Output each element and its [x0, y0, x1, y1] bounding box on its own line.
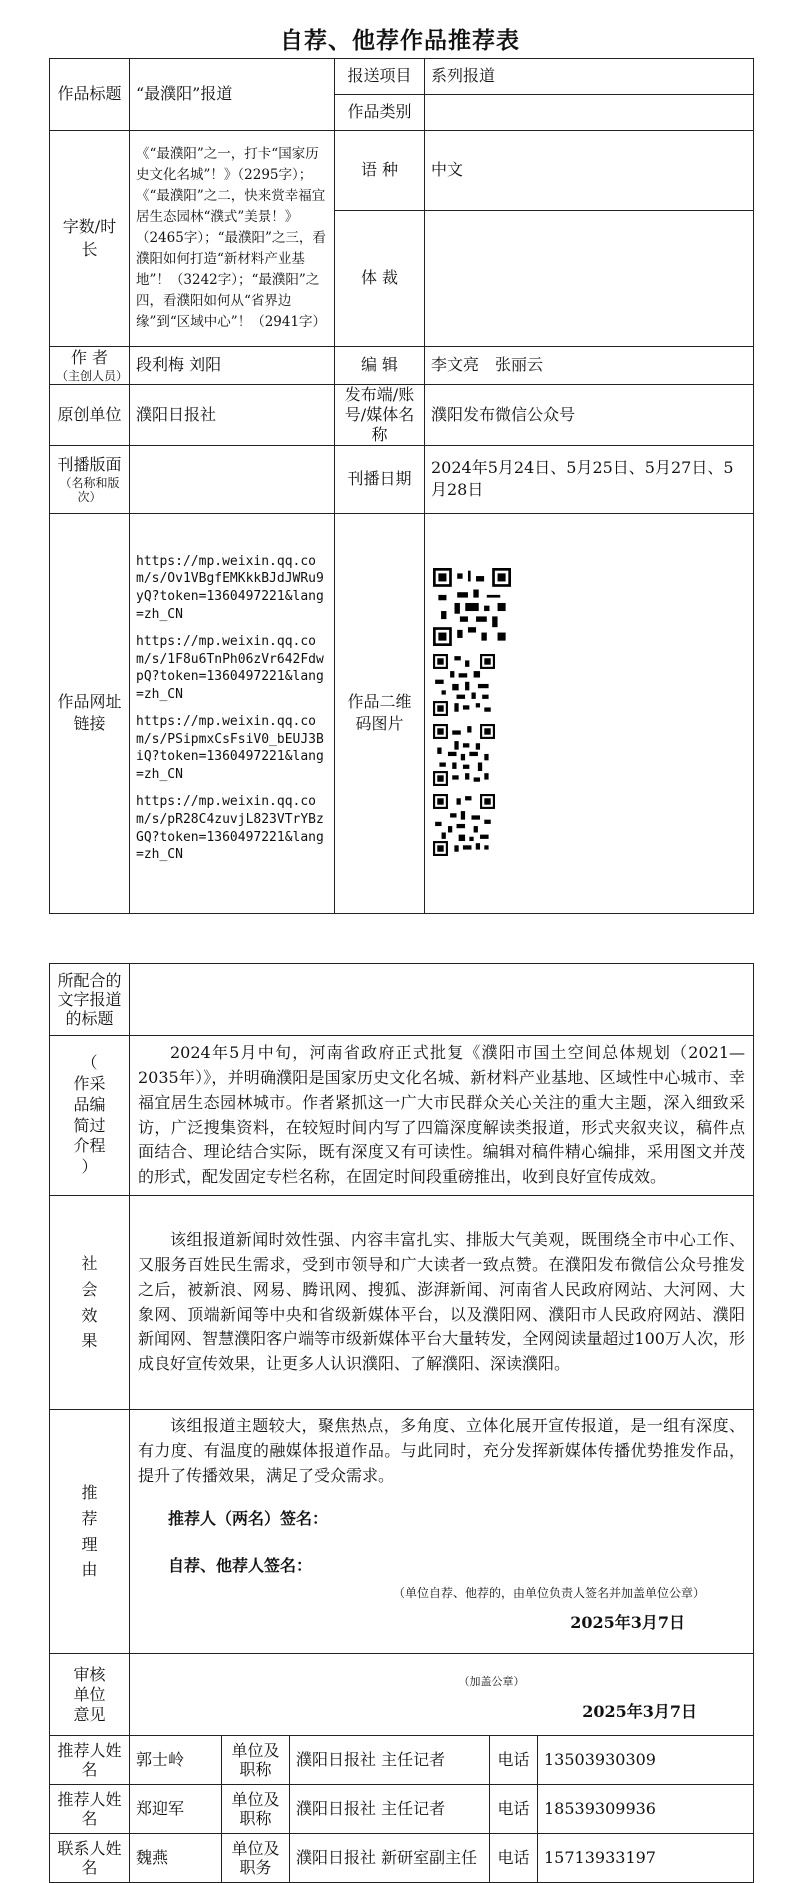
work-evaluation-table — [49, 963, 754, 1883]
author-label-cell — [50, 347, 130, 385]
contact-phone: 13503930309 — [538, 1736, 754, 1785]
contact-unit: 濮阳日报社 新研室副主任 — [290, 1834, 490, 1883]
page-title: 自荐、他荐作品推荐表 — [280, 27, 520, 54]
reason-text: 该组报道主题较大，聚焦热点，多角度、立体化展开宣传报道，是一组有深度、有力度、有温度的融媒体报道作品。与此同时，充分发挥新媒体传播优势推发作品，提升了传播效果，满足了受众需求。 — [138, 1416, 746, 1485]
url-link[interactable]: https://mp.weixin.qq.com/s/Ov1VBgfEMKkkBJdJWRu9yQ?token=1360497221&lang=zh_CN — [136, 553, 324, 622]
unit-label: 原创单位 — [50, 384, 130, 445]
url-label: 作品网址链接 — [50, 513, 130, 913]
url-link[interactable]: https://mp.weixin.qq.com/s/pR28C4zuvjL823VTrYBzGQ?token=1360497221&lang=zh_CN — [136, 794, 324, 863]
platform-label: 发布端/账号/媒体名称 — [335, 384, 425, 445]
editor-label: 编 辑 — [335, 347, 425, 385]
audit-date: 2025年3月7日 — [582, 1702, 698, 1722]
category-label: 作品类别 — [335, 95, 425, 131]
date-value: 2024年5月24日、5月25日、5月27日、5月28日 — [425, 445, 754, 513]
contact-title-label: 单位及职称 — [222, 1736, 290, 1785]
editor-value: 李文亮 张丽云 — [425, 347, 754, 385]
wordcount-value: 《“最濮阳”之一，打卡“国家历史文化名城”！》（2295字）；《“最濮阳”之二，快来赏幸福宜居生态园林“濮式”美景！》（2465字）；“最濮阳”之三，看濮阳如何打造“新材料产业基地”！（3242字）；“最濮阳”之四，看濮阳如何从“省界边缘”到“区域中心”！（2941字） — [130, 131, 335, 347]
author-value: 段利梅 刘阳 — [130, 347, 335, 385]
unit-value: 濮阳日报社 — [130, 384, 335, 445]
platform-value: 濮阳发布微信公众号 — [425, 384, 754, 445]
self-recommender-signature: 自荐、他荐人签名： — [168, 1555, 313, 1575]
qr-code-image — [433, 654, 495, 716]
audit-label: 审核 单位 意见 — [50, 1654, 130, 1736]
author-label: 作 者 — [70, 348, 109, 367]
signature-note: （单位自荐、他荐的，由单位负责人签名并加盖单位公章） — [393, 1586, 706, 1601]
related-title-label: 所配合的文字报道的标题 — [50, 964, 130, 1036]
url-link[interactable]: https://mp.weixin.qq.com/s/1F8u6TnPh06zVr642FdwpQ?token=1360497221&lang=zh_CN — [136, 634, 324, 702]
qr-code-image — [433, 568, 511, 646]
contact-phone: 15713933197 — [538, 1834, 754, 1883]
effect-text: 该组报道新闻时效性强、内容丰富扎实、排版大气美观，既围绕全市中心工作、又服务百姓民生需求，受到市领导和广大读者一致点赞。在濮阳发布微信公众号推发之后，被新浪、网易、腾讯网、搜狐、澎湃新闻、河南省人民政府网站、大河网、大象网、顶端新闻等中央和省级新媒体平台，以及濮阳网、濮阳市人民政府网站、濮阳新闻网、智慧濮阳客户端等市级新媒体平台大量转发，全网阅读量超过100万人次，形成良好宣传效果，让更多人认识濮阳、了解濮阳、深读濮阳。 — [130, 1196, 754, 1410]
contact-unit: 濮阳日报社 主任记者 — [290, 1785, 490, 1834]
recommender-signature: 推荐人（两名）签名： — [168, 1509, 329, 1529]
contact-row — [50, 1834, 754, 1883]
author-sublabel: （主创人员） — [56, 369, 129, 384]
language-value: 中文 — [425, 131, 754, 211]
url-link[interactable]: https://mp.weixin.qq.com/s/PSipmxCsFsiV0_bEUJ3BiQ?token=1360497221&lang=zh_CN — [136, 714, 324, 782]
contact-title-label: 单位及职务 — [222, 1834, 290, 1883]
intro-text: 2024年5月中旬，河南省政府正式批复《濮阳市国土空间总体规划（2021—2035年）》，并明确濮阳是国家历史文化名城、新材料产业基地、区域性中心城市、幸福宜居生态园林城市。作者紧抓这一广大市民群众关心关注的重大主题，深入细致采访，广泛搜集资料，在较短时间内写了四篇深度解读类报道，形式夹叙夹议，稿件点面结合、理论结合实际，既有深度又有可读性。编辑对稿件精心编排，采用图文并茂的形式，配发固定专栏名称，在固定时间段重磅推出，收到良好宣传成效。 — [130, 1036, 754, 1196]
effect-label: 社 会 效 果 — [50, 1196, 130, 1410]
category-value — [425, 95, 754, 131]
signature-date: 2025年3月7日 — [570, 1612, 686, 1632]
submit-item-label: 报送项目 — [335, 59, 425, 95]
date-label: 刊播日期 — [335, 445, 425, 513]
intro-label: （ 作采 品编 简过 介程 ） — [50, 1036, 130, 1196]
contact-phone-label: 电话 — [490, 1736, 538, 1785]
work-info-table — [49, 58, 754, 914]
contact-row — [50, 1785, 754, 1834]
page-label: 刊播版面 — [57, 454, 122, 474]
page-value — [130, 445, 335, 513]
work-title-value: “最濮阳”报道 — [130, 59, 335, 131]
work-title-label: 作品标题 — [50, 59, 130, 131]
contact-row — [50, 1736, 754, 1785]
contact-phone: 18539309936 — [538, 1785, 754, 1834]
url-list — [130, 513, 335, 913]
qr-code-image — [433, 794, 495, 856]
submit-item-value: 系列报道 — [425, 59, 754, 95]
qr-code-cell — [425, 513, 754, 913]
page-label-cell — [50, 445, 130, 513]
genre-value — [425, 211, 754, 347]
contact-name: 郭士岭 — [130, 1736, 222, 1785]
contact-name: 郑迎军 — [130, 1785, 222, 1834]
contact-role: 联系人姓名 — [50, 1834, 130, 1883]
contact-phone-label: 电话 — [490, 1834, 538, 1883]
qr-code-image — [433, 724, 495, 786]
related-title-value — [130, 964, 754, 1036]
contact-name: 魏燕 — [130, 1834, 222, 1883]
language-label: 语 种 — [335, 131, 425, 211]
contact-phone-label: 电话 — [490, 1785, 538, 1834]
reason-cell — [130, 1410, 754, 1654]
reason-label: 推 荐 理 由 — [50, 1410, 130, 1654]
contact-role: 推荐人姓名 — [50, 1736, 130, 1785]
wordcount-label: 字数/时长 — [50, 131, 130, 347]
contact-role: 推荐人姓名 — [50, 1785, 130, 1834]
audit-cell — [130, 1654, 754, 1736]
qr-label: 作品二维码图片 — [335, 513, 425, 913]
genre-label: 体 裁 — [335, 211, 425, 347]
contact-title-label: 单位及职称 — [222, 1785, 290, 1834]
contact-unit: 濮阳日报社 主任记者 — [290, 1736, 490, 1785]
audit-stamp-note: （加盖公章） — [458, 1675, 525, 1688]
page-sublabel: （名称和版次） — [59, 476, 120, 505]
